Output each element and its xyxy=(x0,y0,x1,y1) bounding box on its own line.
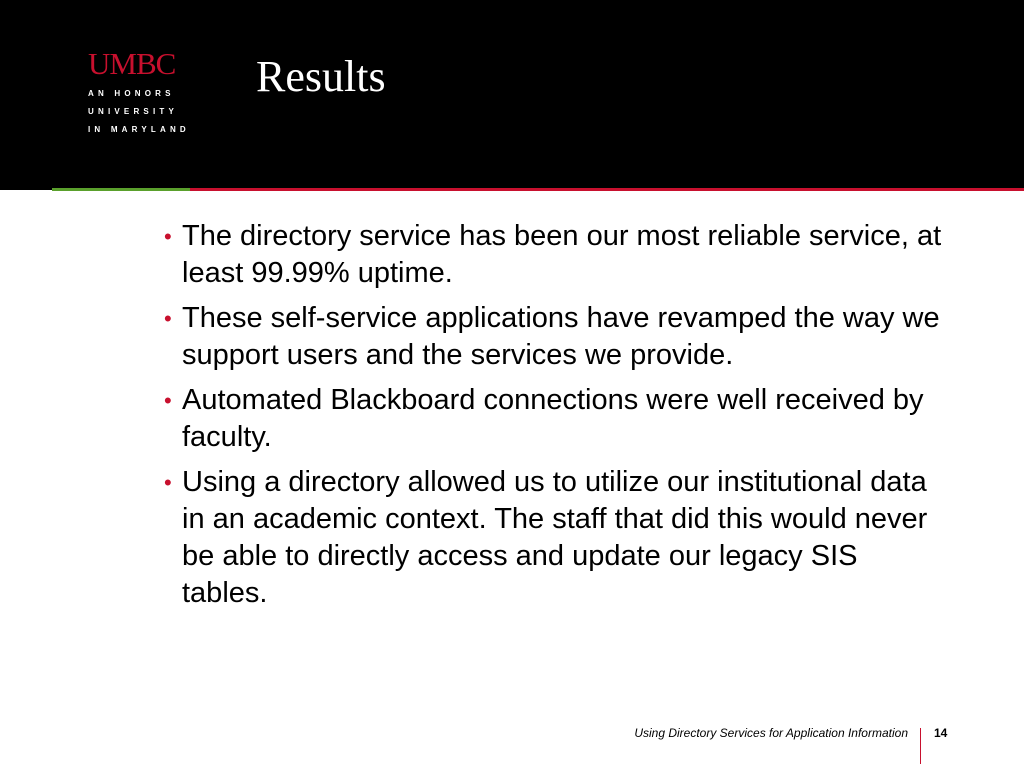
bullet-text: Automated Blackboard connections were well received by faculty. xyxy=(182,384,924,453)
bullet-item xyxy=(164,464,944,612)
logo-tagline-line-3: IN MARYLAND xyxy=(88,125,190,134)
bullet-text: The directory service has been our most reliable service, at least 99.99% uptime. xyxy=(182,220,942,289)
footer-divider xyxy=(920,728,921,764)
bullet-item xyxy=(164,218,944,292)
umbc-logo xyxy=(88,48,188,139)
bullet-text: Using a directory allowed us to utilize our institutional data in an academic context. The staff that did this would never be able to directly access and update our legacy SIS tables. xyxy=(182,466,928,609)
bullet-marker: • xyxy=(164,470,172,495)
bullet-marker: • xyxy=(164,224,172,249)
bullet-list xyxy=(164,218,944,620)
bullet-text: These self-service applications have revamped the way we support users and the services we provide. xyxy=(182,302,940,371)
bullet-item xyxy=(164,382,944,456)
slide-title: Results xyxy=(256,52,386,101)
bullet-marker: • xyxy=(164,388,172,413)
logo-wordmark: UMBC xyxy=(88,46,176,81)
bullet-marker: • xyxy=(164,306,172,331)
logo-tagline-line-2: UNIVERSITY xyxy=(88,107,179,116)
header-bar xyxy=(0,0,1024,190)
footer-presentation-title: Using Directory Services for Application Information xyxy=(634,726,908,740)
page-number: 14 xyxy=(934,726,948,740)
red-accent-rule xyxy=(190,188,1024,191)
green-accent-rule xyxy=(52,188,190,191)
bullet-item xyxy=(164,300,944,374)
logo-tagline-line-1: AN HONORS xyxy=(88,89,175,98)
